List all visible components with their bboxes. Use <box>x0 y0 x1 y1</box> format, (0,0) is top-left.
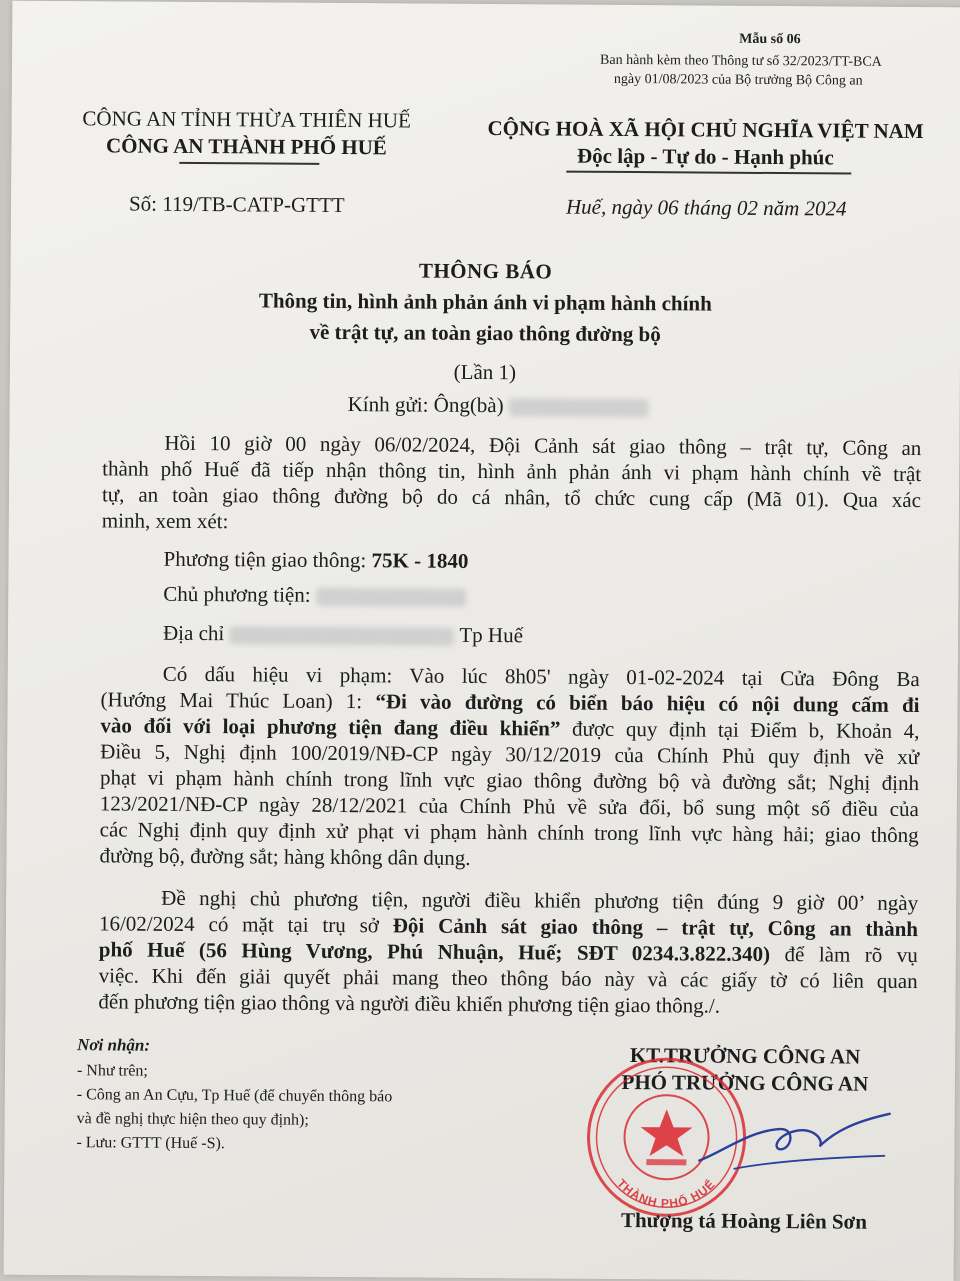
recipients-heading: Nơi nhận: <box>77 1035 151 1055</box>
request-line4: việc. Khi đến giải quyết phải mang theo thông báo này và các giấy tờ có liên quan <box>98 963 918 994</box>
motto-underline <box>566 171 851 174</box>
request-line2-b: Đội Cảnh sát giao thông – trật tự, Công an thành <box>392 913 919 942</box>
address-city: Tp Huế <box>459 622 524 648</box>
agency-underline <box>179 162 319 164</box>
signature-title-2: PHÓ TRƯỞNG CÔNG AN <box>621 1069 869 1096</box>
violation-line7: các Nghị định quy định xử phạt vi phạm hành chính trong lĩnh vực hàng hải; giao thông <box>99 817 919 848</box>
violation-line1: Có dấu hiệu vi phạm: Vào lúc 8h05' ngày 01-02-2024 tại Cửa Đông Ba <box>162 661 920 692</box>
document-number: Số: 119/TB-CATP-GTTT <box>128 191 345 218</box>
recipient-item-3: và đề nghị thực hiện theo quy định); <box>76 1110 309 1129</box>
address-label: Địa chỉ <box>162 620 225 646</box>
notice-count: (Lần 1) <box>453 359 517 385</box>
request-line3-a: phố Huế (56 Hùng Vương, Phú Nhuận, Huế; SĐT 0234.3.822.340) <box>98 937 771 967</box>
request-line3-b: để làm rõ vụ <box>770 942 918 968</box>
request-line2-a: 16/02/2024 có mặt tại trụ sở <box>98 911 393 938</box>
vehicle-line <box>163 547 468 574</box>
form-number: Mẫu số 06 <box>739 31 801 48</box>
violation-line5: phạt vi phạm hành chính trong lĩnh vực giao thông đường bộ và đường sắt; Nghị định <box>99 765 920 796</box>
handwritten-signature <box>694 1090 895 1181</box>
request-line5: đến phương tiện giao thông và người điều khiển phương tiện giao thông./. <box>98 989 721 1018</box>
recipient-line <box>348 392 649 419</box>
vehicle-plate: 75K - 1840 <box>371 548 469 573</box>
para1-line2: thành phố Huế đã tiếp nhận thông tin, hình ảnh phản ánh vi phạm hành chính về trật <box>102 456 922 487</box>
violation-line8: đường bộ, đường sắt; hàng không dân dụng. <box>99 843 471 870</box>
owner-line <box>163 582 466 609</box>
violation-line2-a: (Hướng Mai Thúc Loan) 1: <box>100 687 376 714</box>
recipient-item-2: - Công an An Cựu, Tp Huế (để chuyển thông báo <box>76 1086 393 1106</box>
agency-name: CÔNG AN THÀNH PHỐ HUẾ <box>105 133 387 160</box>
nation-motto: Độc lập - Tự do - Hạnh phúc <box>576 143 834 170</box>
document-page <box>4 1 960 1281</box>
signer-name: Thượng tá Hoàng Liên Sơn <box>620 1207 868 1234</box>
violation-line2-b: “Đi vào đường có biển báo hiệu có nội dung cấm đi <box>375 689 920 718</box>
violation-line3-a: vào đối với loại phương tiện đang điều khiển” <box>100 713 561 741</box>
document-title: THÔNG BÁO <box>418 258 553 284</box>
violation-line6: 123/2021/NĐ-CP ngày 28/12/2021 của Chính Phủ về sửa đổi, bổ sung một số điều của <box>99 791 919 822</box>
vehicle-label: Phương tiện giao thông: <box>163 546 372 573</box>
nation-name: CỘNG HOÀ XÃ HỘI CHỦ NGHĨA VIỆT NAM <box>487 116 924 144</box>
signature-title-1: KT.TRƯỞNG CÔNG AN <box>629 1043 861 1069</box>
recipient-item-4: - Lưu: GTTT (Huế -S). <box>76 1134 225 1153</box>
redacted-address <box>229 626 454 646</box>
form-issued-line2: ngày 01/08/2023 của Bộ trưởng Bộ Công an <box>613 71 863 89</box>
violation-line4: Điều 5, Nghị định 100/2019/NĐ-CP ngày 30/12/2019 của Chính Phủ quy định về xử <box>100 739 920 770</box>
recipient-item-1: - Như trên; <box>76 1062 148 1080</box>
agency-parent: CÔNG AN TỈNH THỪA THIÊN HUẾ <box>82 106 411 133</box>
address-line <box>163 621 523 649</box>
para1-line1: Hồi 10 giờ 00 ngày 06/02/2024, Đội Cảnh sát giao thông – trật tự, Công an <box>164 430 922 461</box>
owner-label: Chủ phương tiện: <box>163 581 311 607</box>
document-subtitle-1: Thông tin, hình ảnh phản ánh vi phạm hành chính <box>258 288 712 316</box>
para1-line3: tự, an toàn giao thông đường bộ do cá nhân, tổ chức cung cấp (Mã 01). Qua xác <box>101 482 922 513</box>
redacted-owner <box>316 588 466 607</box>
redacted-name <box>509 398 649 417</box>
seal-text: THÀNH PHỐ HUẾ <box>614 1176 719 1211</box>
document-subtitle-2: về trật tự, an toàn giao thông đường bộ <box>309 319 661 347</box>
recipient-label: Kính gửi: Ông(bà) <box>347 392 504 418</box>
form-issued-line1: Ban hành kèm theo Thông tư số 32/2023/TT-BCA <box>600 52 882 70</box>
violation-line3-b: được quy định tại Điểm b, Khoản 4, <box>560 716 920 744</box>
para1-line4: minh, xem xét: <box>101 508 229 534</box>
document-date: Huế, ngày 06 tháng 02 năm 2024 <box>565 194 847 221</box>
request-line1: Đề nghị chủ phương tiện, người điều khiển phương tiện đúng 9 giờ 00’ ngày <box>161 885 919 916</box>
